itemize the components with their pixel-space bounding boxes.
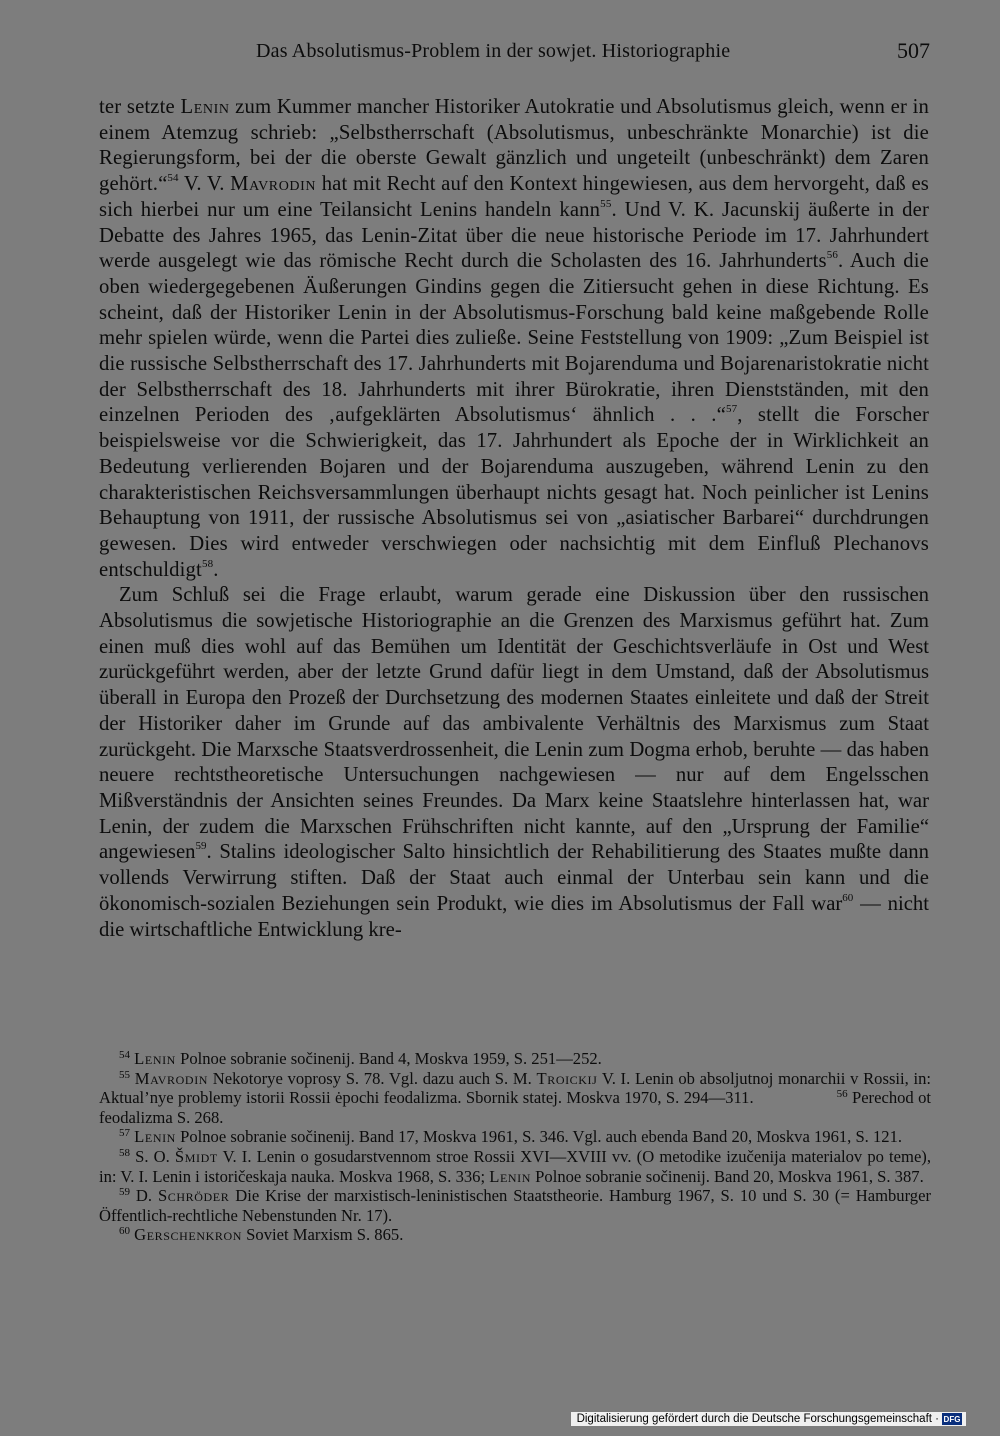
text-span: Nekotorye voprosy S. 78. Vgl. dazu auch S. M. — [208, 1068, 537, 1088]
running-title: Das Absolutismus-Problem in der sowjet. Historiographie — [256, 40, 731, 62]
author-name: Gerschenkron — [134, 1225, 243, 1245]
author-name: Šmidt — [174, 1146, 218, 1166]
text-span: ter setzte — [99, 96, 181, 118]
footnote-number: 58 — [119, 1146, 130, 1159]
footnote-ref: 57 — [725, 403, 738, 416]
text-span: hat mit Recht auf den Kontext hingewiesen, aus dem hervorgeht, daß es sich hierbei nur um eine Teilansicht Lenins handeln kann — [99, 173, 929, 221]
footnote-number: 55 — [119, 1068, 130, 1081]
text-span: , stellt die Forscher beispielsweise vor die Schwierigkeit, das 17. Jahrhundert als Epoche der in Wirklichkeit an Bedeutung verlierenden Bojaren und der Bojarenduma auszugeben, während Lenin zu den charakteristischen Reichsversammlungen überhaupt nichts gesagt hat. Noch peinlicher ist Lenins Behauptung von 1911, der russische Absolutismus sei von „asiatischer Barbarei“ durchdrungen gewesen. Dies wird entweder verschwiegen oder nachsichtig mit dem Einfluß Plechanovs entschuldigt — [99, 404, 929, 581]
footnotes — [99, 1049, 931, 1245]
text-span: . Stalins ideologischer Salto hinsichtlich der Rehabilitierung des Staates mußte dann vollends Verwirrung stiften. Daß der Staat auch einmal der Unterbau sein kann und die ökonomisch-sozialen Beziehungen sein Produkt, wie dies im Absolutismus der Fall war — [99, 841, 929, 915]
text-span: Die Krise der marxistisch-leninistischen Staatstheorie. Hamburg 1967, S. 10 und S. 30 (= Hamburger Öffentlich-rechtliche Nebenstunden Nr. 17). — [99, 1186, 931, 1225]
footnote-number: 59 — [119, 1186, 130, 1199]
text-span: zum Kummer mancher Historiker Autokratie und Absolutismus gleich, wenn er in einem Atemzug schrieb: „Selbstherrschaft (Absolutismus, unbeschränkte Monarchie) ist die Regierungsform, bei der die oberste Gewalt gänzlich und ungeteilt (unbeschränkt) dem Zaren gehört.“ — [99, 96, 929, 196]
footnote-57 — [99, 1127, 931, 1147]
footnote-60 — [99, 1225, 931, 1245]
text-span: . — [213, 558, 219, 581]
footnote-ref: 60 — [842, 891, 854, 904]
text-span: Zum Schluß sei die Frage erlaubt, warum gerade eine Diskussion über den russischen Absolutismus die sowjetische Historiographie an die Grenzen des Marxismus geführt hat. Zum einen muß dies wohl auf das Bemühen um Identität der Geschichtsverläufe in Ost und West zurückgeführt werden, aber der letzte Grund dafür liegt in dem Umstand, daß der Absolutismus überall in Europa den Prozeß der Durchsetzung des modernen Staates einleitete und daß der Streit der Historiker daher im Grunde auf das ambivalente Verhältnis des Marxismus zum Staat zurückgeht. Die Marxsche Staatsverdrossenheit, die Lenin zum Dogma erhob, beruhte — das haben neuere rechtstheoretische Untersuchungen nachgewiesen — nur auf dem Engelsschen Mißverständnis der Ansichten seines Freundes. Da Marx keine Staatslehre hinterlassen hat, war Lenin, der zudem die Marxschen Frühschriften nicht kannte, auf den „Ursprung der Familie“ angewiesen — [99, 584, 929, 864]
author-name: Lenin — [180, 96, 230, 118]
author-name: Schröder — [157, 1186, 230, 1206]
text-span: V. V. — [178, 173, 231, 196]
credit-text: Digitalisierung gefördert durch die Deutsche Forschungsgemeinschaft · — [576, 1413, 939, 1425]
footnote-54 — [99, 1049, 931, 1069]
text-span: S. O. — [130, 1146, 175, 1166]
paragraph-2 — [99, 583, 929, 943]
footnote-number: 60 — [119, 1225, 130, 1238]
footnote-ref: 58 — [201, 557, 214, 570]
body-text — [99, 95, 929, 943]
footnote-number: 56 — [836, 1088, 848, 1101]
text-span: D. — [130, 1186, 158, 1206]
text-span: — nicht die wirtschaftliche Entwicklung kre- — [99, 892, 929, 941]
text-span: Polnoe sobranie sočinenij. Band 4, Moskva 1959, S. 251—252. — [175, 1049, 602, 1068]
page-header — [100, 38, 930, 70]
footnote-58 — [99, 1147, 931, 1186]
author-name: Mavrodin — [230, 173, 317, 196]
author-name: Troickij — [536, 1068, 598, 1088]
author-name: Lenin — [489, 1166, 532, 1186]
author-name: Lenin — [134, 1049, 176, 1068]
text-span: V. I. Lenin ob absoljutnoj monarchii v Rossii, in: Aktual’nye problemy istorii Rossii ėpochi feodalizma. Sbornik statej. Moskva 1970, S. 294—311. — [99, 1068, 931, 1108]
text-span: Soviet Marxism S. 865. — [242, 1225, 404, 1245]
text-span: V. I. Lenin o gosudarstvennom stroe Rossii XVI—XVIII vv. (O metodike izučenija materialov po teme), in: V. I. Lenin i istoričeskaja nauka. Moskva 1968, S. 336; — [99, 1146, 931, 1186]
footnote-ref: 54 — [167, 172, 179, 185]
text-span: Perechod ot feodalizma S. 268. — [99, 1088, 931, 1127]
dfg-logo-icon: DFG — [943, 1414, 961, 1424]
footnote-ref: 55 — [600, 197, 612, 210]
text-span: Polnoe sobranie sočinenij. Band 17, Moskva 1961, S. 346. Vgl. auch ebenda Band 20, Moskva 1961, S. 121. — [175, 1127, 903, 1147]
text-span: . Auch die oben wiedergegebenen Äußerungen Gindins gegen die Zitiersucht gehen in diese Richtung. Es scheint, daß der Historiker Lenin in der Absolutismus-Forschung bald keine maßgebende Rolle mehr spielen würde, wenn die Partei dies zuließe. Seine Feststellung von 1909: „Zum Beispiel ist die russische Selbstherrschaft des 17. Jahrhunderts mit Bojarenduma und Bojarenaristokratie nicht der Selbstherrschaft des 18. Jahrhunderts mit ihrer Bürokratie, ihren Dienstständen, mit den einzelnen Perioden des ‚aufgeklärten Absolutismus‘ ähnlich . . .“ — [99, 250, 930, 427]
footnote-55 — [99, 1069, 931, 1128]
footnote-number: 57 — [119, 1127, 130, 1140]
page-number: 507 — [897, 38, 930, 63]
author-name: Lenin — [134, 1127, 176, 1147]
author-name: Mavrodin — [134, 1068, 209, 1088]
footnote-59 — [99, 1186, 931, 1225]
dfg-credit — [571, 1412, 966, 1426]
text-span: . Und V. K. Jacunskij äußerte in der Debatte des Jahres 1965, das Lenin-Zitat über die neue historische Periode im 17. Jahrhundert werde ausgelegt wie das römische Recht durch die Scholasten des 16. Jahrhunderts — [99, 198, 929, 273]
text-span: Polnoe sobranie sočinenij. Band 20, Moskva 1961, S. 387. — [531, 1166, 924, 1186]
footnote-number: 54 — [119, 1049, 130, 1061]
footnote-ref: 56 — [826, 249, 839, 262]
footnote-ref: 59 — [195, 840, 207, 853]
paragraph-1 — [99, 95, 929, 583]
